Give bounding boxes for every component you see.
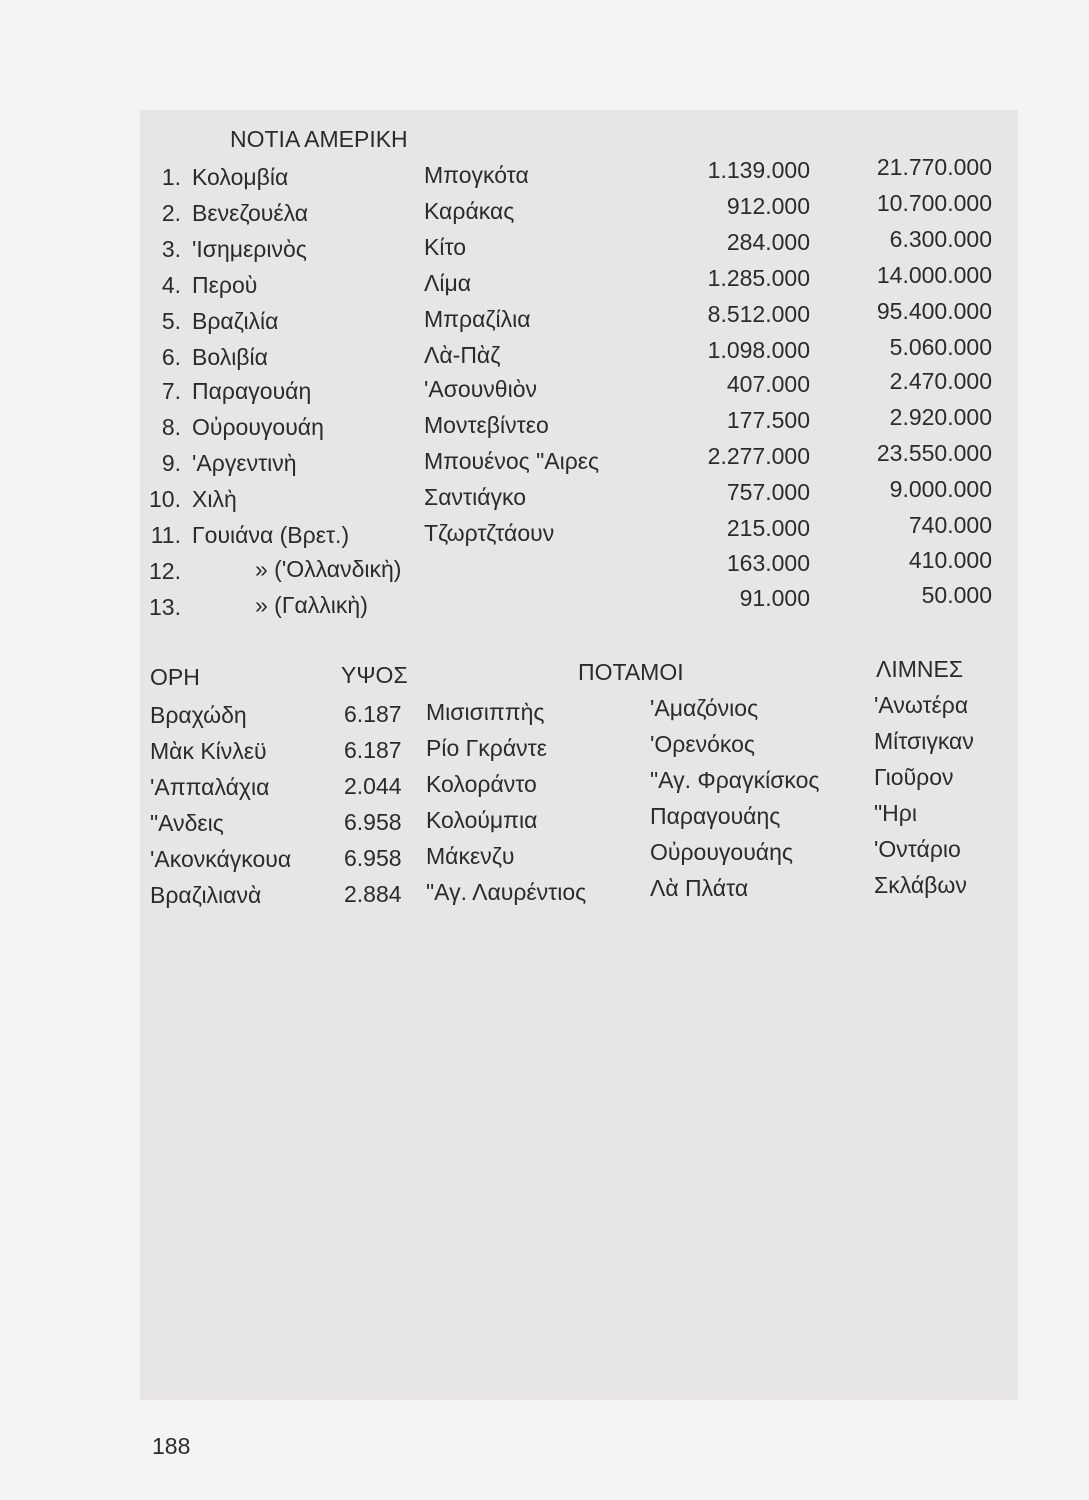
area-value: 1.098.000 [707,337,810,363]
row-index: 12. [149,558,181,584]
capital-name: Μπραζίλια [424,306,531,332]
row-index: 10. [149,486,181,512]
height-header: ΥΨΟΣ [341,662,408,688]
mountains-header: ΟΡΗ [150,664,200,690]
row-index: 8. [161,414,181,440]
lake-name: Γιοῦρον [874,764,954,790]
area-value: 91.000 [739,585,810,611]
capital-name: 'Ασουνθιὸν [424,376,537,402]
capital-name: Μοντεβίντεο [424,412,549,438]
capital-name: Λίμα [424,270,472,296]
row-index: 3. [161,236,181,262]
river-name-2: 'Αμαζόνιος [650,695,759,721]
population-value: 14.000.000 [876,262,992,288]
river-name-2: Παραγουάης [650,803,781,829]
river-name: Ρίο Γκράντε [426,735,548,761]
river-name: Κολούμπια [426,807,538,833]
country-name: » ('Ολλανδικὴ) [255,556,402,582]
population-value: 95.400.000 [876,298,992,324]
population-value: 6.300.000 [889,226,992,252]
area-value: 912.000 [726,193,810,219]
capital-name: Κίτο [424,234,467,260]
capital-name: Τζωρτζτάουν [424,520,555,546]
height-value: 6.187 [344,737,402,763]
river-name-2: Λὰ Πλάτα [650,875,749,901]
mountain-name: "Ανδεις [150,810,224,836]
country-name: Γουιάνα (Βρετ.) [192,522,350,548]
river-name-2: Οὐρουγουάης [650,839,793,865]
mountain-name: Μὰκ Κίνλεϋ [150,738,267,764]
river-name: Μισισιππὴς [426,699,545,725]
lake-name: Σκλάβων [874,872,967,898]
row-index: 9. [161,450,181,476]
capital-name: Λὰ-Πὰζ [424,342,501,368]
lake-name: 'Οντάριο [874,836,961,862]
height-value: 6.958 [344,845,402,871]
page-number: 188 [152,1433,191,1459]
capital-name: Σαντιάγκο [424,484,527,510]
row-index: 13. [149,594,181,620]
lake-name: Μίτσιγκαν [874,728,974,754]
area-value: 2.277.000 [707,443,810,469]
height-value: 6.187 [344,701,402,727]
row-index: 2. [161,200,181,226]
row-index: 7. [161,378,181,404]
country-name: Οὐρουγουάη [192,414,324,440]
capital-name: Μπογκότα [424,162,529,188]
row-index: 5. [161,308,181,334]
mountain-name: 'Ακονκάγκουα [150,846,292,872]
population-value: 23.550.000 [876,440,992,466]
row-index: 1. [161,164,181,190]
height-value: 2.044 [344,773,402,799]
area-value: 163.000 [726,550,810,576]
river-name: Κολοράντο [426,771,537,797]
country-name: Παραγουάη [192,378,312,404]
area-value: 8.512.000 [707,301,810,327]
area-value: 1.139.000 [707,157,810,183]
rivers-header: ΠΟΤΑΜΟΙ [578,659,684,685]
population-value: 50.000 [921,582,992,608]
mountain-name: 'Αππαλάχια [150,774,270,800]
lakes-header: ΛΙΜΝΕΣ [876,656,964,682]
area-value: 757.000 [726,479,810,505]
height-value: 2.884 [344,881,402,907]
country-name: » (Γαλλικὴ) [255,592,368,618]
area-value: 215.000 [726,515,810,541]
population-value: 2.920.000 [889,404,992,430]
row-index: 6. [161,344,181,370]
country-name: Χιλὴ [192,486,237,512]
area-value: 407.000 [726,371,810,397]
population-value: 10.700.000 [876,190,992,216]
row-index: 11. [150,522,181,548]
river-name: Μάκενζυ [426,843,515,869]
mountain-name: Βραχώδη [150,702,247,728]
lake-name: 'Ανωτέρα [874,692,969,718]
lake-name: "Ηρι [874,800,917,826]
capital-name: Καράκας [424,198,515,224]
area-value: 284.000 [726,229,810,255]
section-title: ΝΟΤΙΑ ΑΜΕΡΙΚΗ [230,126,408,152]
area-value: 177.500 [726,407,810,433]
river-name-2: "Αγ. Φραγκίσκος [650,767,820,793]
population-value: 410.000 [908,547,992,573]
row-index: 4. [161,272,181,298]
country-name: Βολιβία [192,344,268,370]
mountain-name: Βραζιλιανὰ [150,882,262,908]
population-value: 2.470.000 [889,368,992,394]
country-name: Βενεζουέλα [192,200,309,226]
population-value: 9.000.000 [889,476,992,502]
country-name: Βραζιλία [192,308,279,334]
river-name: "Αγ. Λαυρέντιος [426,879,587,905]
capital-name: Μπουένος "Αιρες [424,448,600,474]
country-name: 'Ισημερινὸς [192,236,307,262]
population-value: 5.060.000 [889,334,992,360]
population-value: 21.770.000 [876,154,992,180]
height-value: 6.958 [344,809,402,835]
country-name: 'Αργεντινὴ [192,450,297,476]
area-value: 1.285.000 [707,265,810,291]
population-value: 740.000 [908,512,992,538]
country-name: Κολομβία [192,164,289,190]
country-name: Περοὺ [192,272,258,298]
river-name-2: 'Ορενόκος [650,731,756,757]
